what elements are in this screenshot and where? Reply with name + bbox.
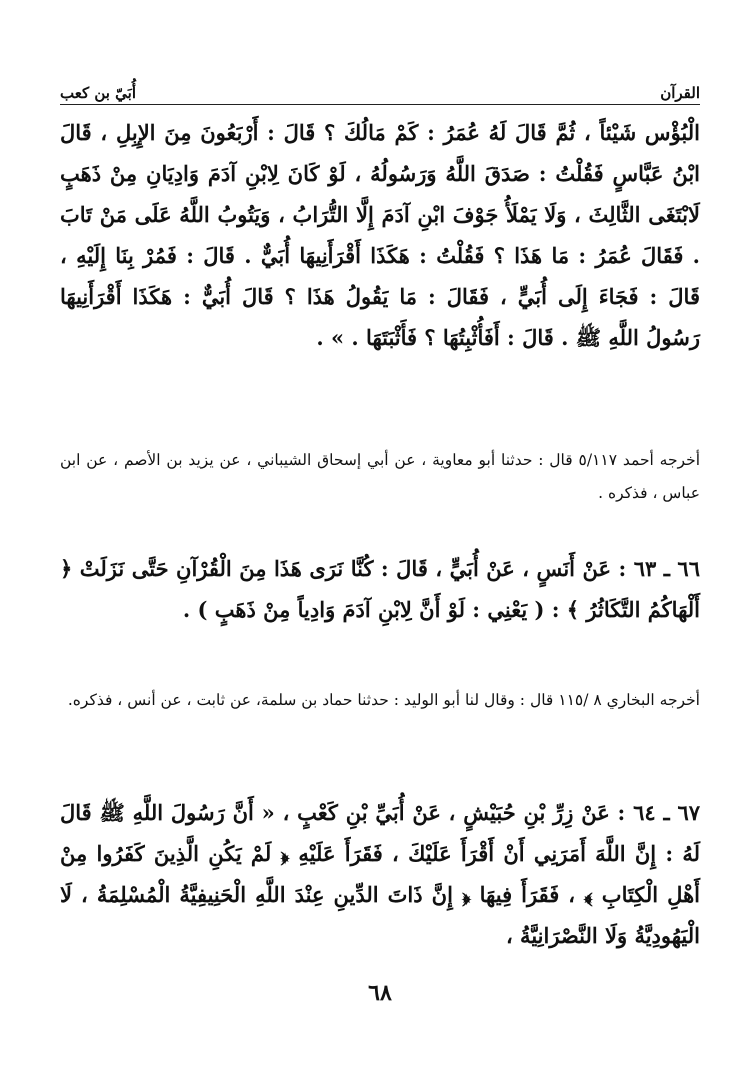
book-page	[60, 70, 700, 1030]
header-chapter-title: القرآن	[660, 84, 700, 102]
hadith-text: الْبُؤْس شَيْئاً ، ثُمَّ قَالَ لَهُ عُمَرُ : كَمْ مَالُكَ ؟ قَالَ : أَرْبَعُونَ مِنَ الإِبِلِ ، قَالَ ابْنُ عَبَّاسٍ فَقُلْتُ : صَدَقَ اللَّهُ وَرَسُولُهُ ، لَوْ كَانَ لِابْنِ آدَمَ وَادِيَانِ مِنْ ذَهَبٍ لَابْتَغَى الثَّالِثَ ، وَلَا يَمْلَأُ جَوْفَ ابْنِ آدَمَ إِلَّا التُّرَابُ ، وَيَتُوبُ اللَّهُ عَلَى مَنْ تَابَ . فَقَالَ عُمَرُ : مَا هَذَا ؟ فَقُلْتُ : هَكَذَا أَقْرَأَنِيهَا أُبَيٌّ . قَالَ : فَمُرْ بِنَا إِلَيْهِ ، قَالَ : فَجَاءَ إِلَى أُبَيٍّ ، فَقَالَ : مَا يَقُولُ هَذَا ؟ قَالَ أُبَيٌّ : هَكَذَا أَقْرَأَنِيهَا رَسُولُ اللَّهِ ﷺ . قَالَ : أَفَأُثْبِتُهَا ؟ فَأَثْبَتَهَا . » .	[60, 120, 700, 350]
hadith-entry	[60, 548, 700, 630]
takhrij-text: أخرجه أحمد ٥/١١٧ قال : حدثنا أبو معاوية ، عن أبي إسحاق الشيباني ، عن يزيد بن الأصم ، عن ابن عباس ، فذكره .	[60, 451, 700, 502]
header-person-name: أُبَيّ بن كعب	[60, 84, 136, 102]
hadith-continuation	[60, 112, 700, 358]
takhrij-text: أخرجه البخاري ٨ /١١٥ قال : وقال لنا أبو الوليد : حدثنا حماد بن سلمة، عن ثابت ، عن أنس ، فذكره.	[67, 691, 700, 709]
hadith-text: ٦٧ ـ ٦٤ : عَنْ زِرِّ بْنِ حُبَيْشٍ ، عَنْ أُبَيِّ بْنِ كَعْبٍ ، « أَنَّ رَسُولَ اللَّهِ ﷺ قَالَ لَهُ : إِنَّ اللَّهَ أَمَرَنِي أَنْ أَقْرَأَ عَلَيْكَ ، فَقَرَأَ عَلَيْهِ ﴿ لَمْ يَكُنِ الَّذِينَ كَفَرُوا مِنْ أَهْلِ الْكِتَابِ ﴾ ، فَقَرَأَ فِيهَا ﴿ إِنَّ ذَاتَ الدِّينِ عِنْدَ اللَّهِ الْحَنِيفِيَّةُ الْمُسْلِمَةُ ، لَا الْيَهُودِيَّةُ وَلَا النَّصْرَانِيَّةُ ،	[60, 800, 700, 948]
hadith-text: ٦٦ ـ ٦٣ : عَنْ أَنَسٍ ، عَنْ أُبَيٍّ ، قَالَ : كُنَّا نَرَى هَذَا مِنَ الْقُرْآنِ حَتَّى نَزَلَتْ ﴿ أَلْهَاكُمُ التَّكَاثُرُ ﴾ : ( يَعْنِي : لَوْ أَنَّ لِابْنِ آدَمَ وَادِياً مِنْ ذَهَبٍ ) .	[60, 556, 700, 622]
takhrij-note	[60, 684, 700, 717]
hadith-entry	[60, 792, 700, 956]
running-header	[60, 70, 700, 105]
page-number: ٦٨	[368, 980, 392, 1006]
takhrij-note	[60, 444, 700, 510]
